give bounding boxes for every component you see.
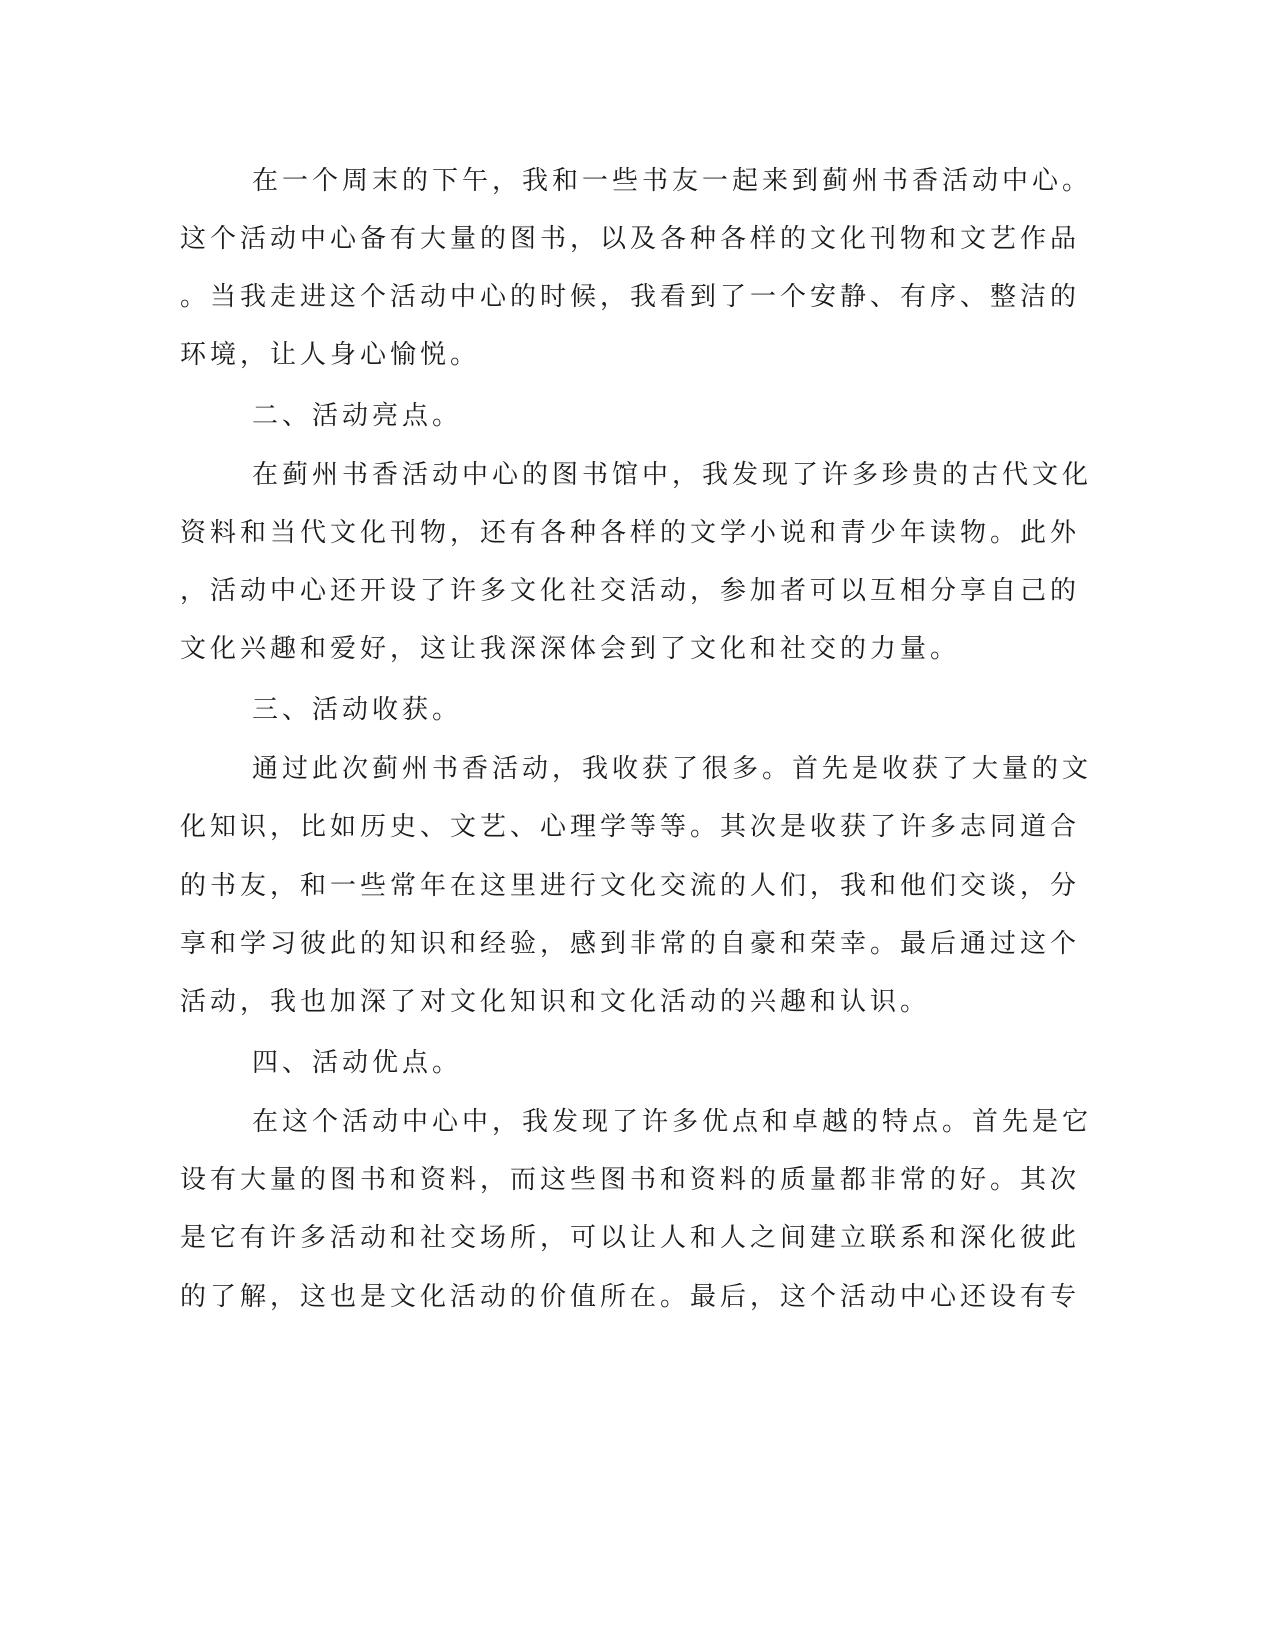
paragraph-line: 通过此次蓟州书香活动，我收获了很多。首先是收获了大量的文: [252, 754, 1093, 784]
paragraph-line: 的书友，和一些常年在这里进行文化交流的人们，我和他们交谈，分: [180, 871, 1080, 901]
section-heading: 三、活动收获。: [252, 695, 463, 725]
section-heading: 二、活动亮点。: [252, 401, 463, 431]
paragraph-line: 。当我走进这个活动中心的时候，我看到了一个安静、有序、整洁的: [180, 282, 1080, 312]
paragraph-line: 是它有许多活动和社交场所，可以让人和人之间建立联系和深化彼此: [180, 1223, 1080, 1253]
paragraph-line: 资料和当代文化刊物，还有各种各样的文学小说和青少年读物。此外: [180, 518, 1080, 548]
paragraph-line: 活动，我也加深了对文化知识和文化活动的兴趣和认识。: [180, 987, 931, 1017]
paragraph-line: 在蓟州书香活动中心的图书馆中，我发现了许多珍贵的古代文化: [252, 460, 1093, 490]
paragraph-line: 的了解，这也是文化活动的价值所在。最后，这个活动中心还设有专: [180, 1282, 1080, 1312]
paragraph-line: 这个活动中心备有大量的图书，以及各种各样的文化刊物和文艺作品: [180, 224, 1080, 254]
paragraph-line: 在一个周末的下午，我和一些书友一起来到蓟州书香活动中心。: [252, 166, 1093, 196]
paragraph-line: 环境，让人身心愉悦。: [180, 340, 481, 370]
paragraph-line: 在这个活动中心中，我发现了许多优点和卓越的特点。首先是它: [252, 1107, 1093, 1137]
paragraph-line: 享和学习彼此的知识和经验，感到非常的自豪和荣幸。最后通过这个: [180, 929, 1080, 959]
section-heading: 四、活动优点。: [252, 1048, 463, 1078]
paragraph-line: 文化兴趣和爱好，这让我深深体会到了文化和社交的力量。: [180, 634, 961, 664]
paragraph-line: ，活动中心还开设了许多文化社交活动，参加者可以互相分享自己的: [180, 576, 1080, 606]
paragraph-line: 设有大量的图书和资料，而这些图书和资料的质量都非常的好。其次: [180, 1165, 1080, 1195]
paragraph-line: 化知识，比如历史、文艺、心理学等等。其次是收获了许多志同道合: [180, 812, 1080, 842]
